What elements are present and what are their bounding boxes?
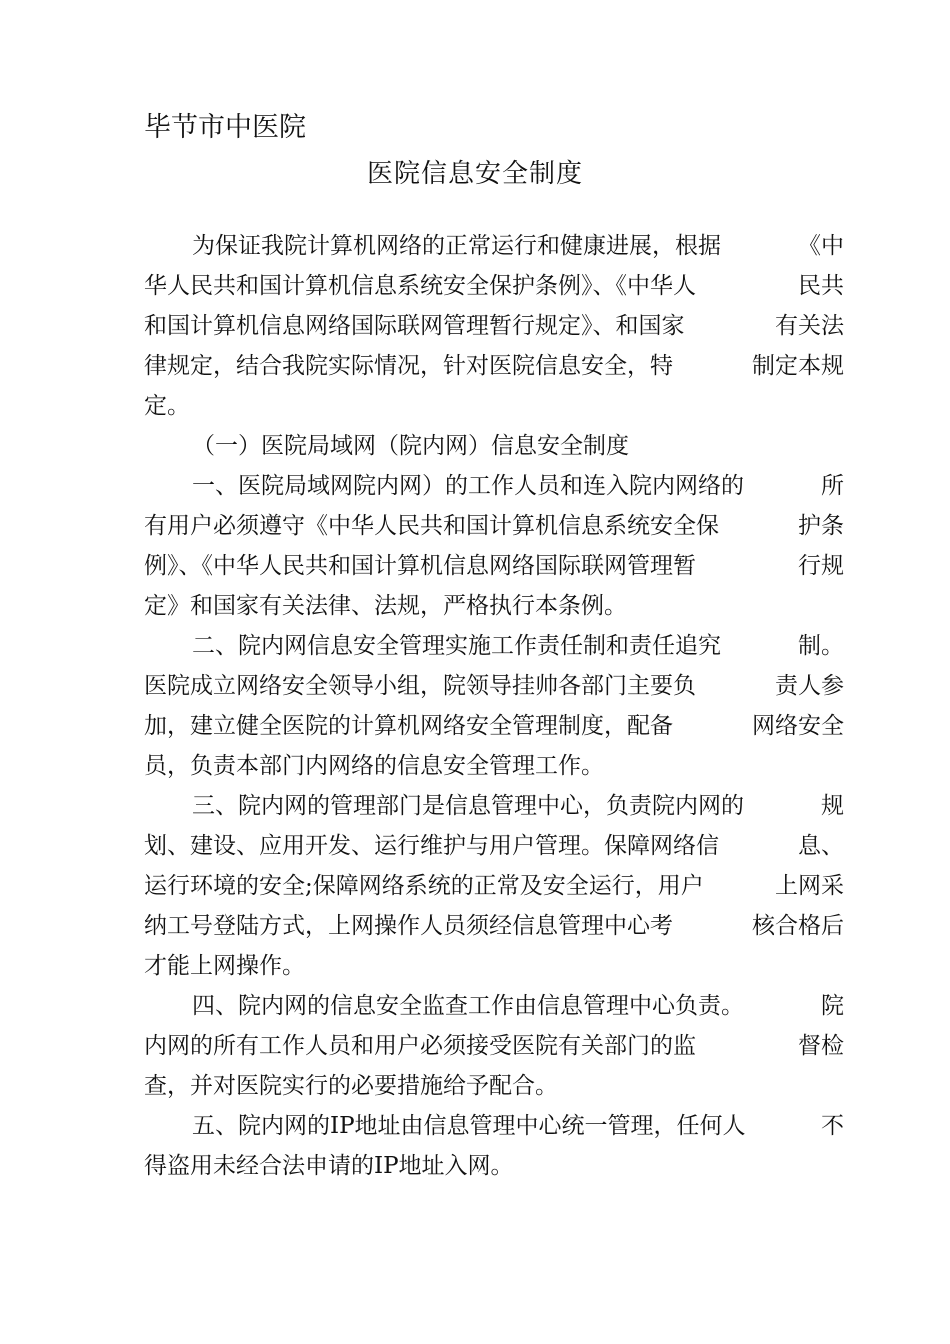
document-title: 医院信息安全制度 (366, 159, 583, 189)
text-segment: 一、医院局域网院内网）的工作人员和连入院内网络的 (192, 473, 744, 499)
text-segment: 不 (821, 1113, 844, 1139)
text-segment: 华人民共和国计算机信息系统安全保护条例》、《中华人 (144, 273, 696, 299)
text-line (144, 346, 844, 386)
text-segment: 行规 (798, 553, 844, 579)
text-segment: 《中 (798, 233, 844, 259)
text-segment: 加，建立健全医院的计算机网络安全管理制度，配备 (144, 713, 673, 739)
text-line (144, 626, 844, 666)
text-line (144, 506, 844, 546)
text-segment: 责人参 (775, 673, 844, 699)
text-segment: 例》、《中华人民共和国计算机信息网络国际联网管理暂 (144, 553, 696, 579)
text-segment: 制定本规 (752, 353, 844, 379)
text-line (144, 1026, 844, 1066)
text-segment: 运行环境的安全;保障网络系统的正常及安全运行，用户 (144, 873, 704, 899)
text-line (144, 706, 844, 746)
text-segment: （一）医院局域网（院内网）信息安全制度 (192, 433, 629, 459)
text-line (144, 466, 844, 506)
text-line (144, 306, 844, 346)
text-segment: 民共 (798, 273, 844, 299)
text-line (144, 1066, 844, 1106)
text-segment: 纳工号登陆方式，上网操作人员须经信息管理中心考 (144, 913, 673, 939)
text-line (144, 546, 844, 586)
text-segment: 查，并对医院实行的必要措施给予配合。 (144, 1073, 558, 1099)
text-segment: 得盗用未经合法申请的IP地址入网。 (144, 1153, 514, 1179)
text-segment: 规 (821, 793, 844, 819)
text-line (144, 586, 844, 626)
text-segment: 有关法 (775, 313, 844, 339)
text-segment: 上网采 (775, 873, 844, 899)
section-heading (144, 426, 844, 466)
text-segment: 核合格后 (752, 913, 844, 939)
text-segment: 四、院内网的信息安全监查工作由信息管理中心负责。 (192, 993, 744, 1019)
text-segment: 律规定，结合我院实际情况，针对医院信息安全，特 (144, 353, 673, 379)
text-line (144, 866, 844, 906)
text-line (144, 946, 844, 986)
text-segment: 息、 (798, 833, 844, 859)
text-segment: 为保证我院计算机网络的正常运行和健康进展，根据 (192, 233, 721, 259)
text-line (144, 266, 844, 306)
text-segment: 医院成立网络安全领导小组，院领导挂帅各部门主要负 (144, 673, 696, 699)
text-segment: 院 (821, 993, 844, 1019)
text-line (144, 666, 844, 706)
text-segment: 才能上网操作。 (144, 953, 305, 979)
text-segment: 定》和国家有关法律、法规，严格执行本条例。 (144, 593, 627, 619)
text-line (144, 826, 844, 866)
text-segment: 划、建设、应用开发、运行维护与用户管理。保障网络信 (144, 833, 719, 859)
text-line (144, 1106, 844, 1146)
text-segment: 所 (821, 473, 844, 499)
text-line (144, 1146, 844, 1186)
text-segment: 制。 (798, 633, 844, 659)
text-segment: 定。 (144, 393, 190, 419)
text-line (144, 906, 844, 946)
text-line (144, 786, 844, 826)
text-line (144, 226, 844, 266)
text-line (144, 746, 844, 786)
text-segment: 护条 (798, 513, 844, 539)
text-segment: 五、院内网的IP地址由信息管理中心统一管理，任何人 (192, 1113, 746, 1139)
organization-name: 毕节市中医院 (144, 112, 306, 143)
text-line (144, 386, 844, 426)
document-body (144, 226, 844, 1186)
text-segment: 员，负责本部门内网络的信息安全管理工作。 (144, 753, 604, 779)
text-segment: 三、院内网的管理部门是信息管理中心，负责院内网的 (192, 793, 744, 819)
text-segment: 督检 (798, 1033, 844, 1059)
text-segment: 二、院内网信息安全管理实施工作责任制和责任追究 (192, 633, 721, 659)
text-segment: 内网的所有工作人员和用户必须接受医院有关部门的监 (144, 1033, 696, 1059)
text-line (144, 986, 844, 1026)
text-segment: 有用户必须遵守《中华人民共和国计算机信息系统安全保 (144, 513, 719, 539)
text-segment: 网络安全 (752, 713, 844, 739)
text-segment: 和国计算机信息网络国际联网管理暂行规定》、和国家 (144, 313, 685, 339)
